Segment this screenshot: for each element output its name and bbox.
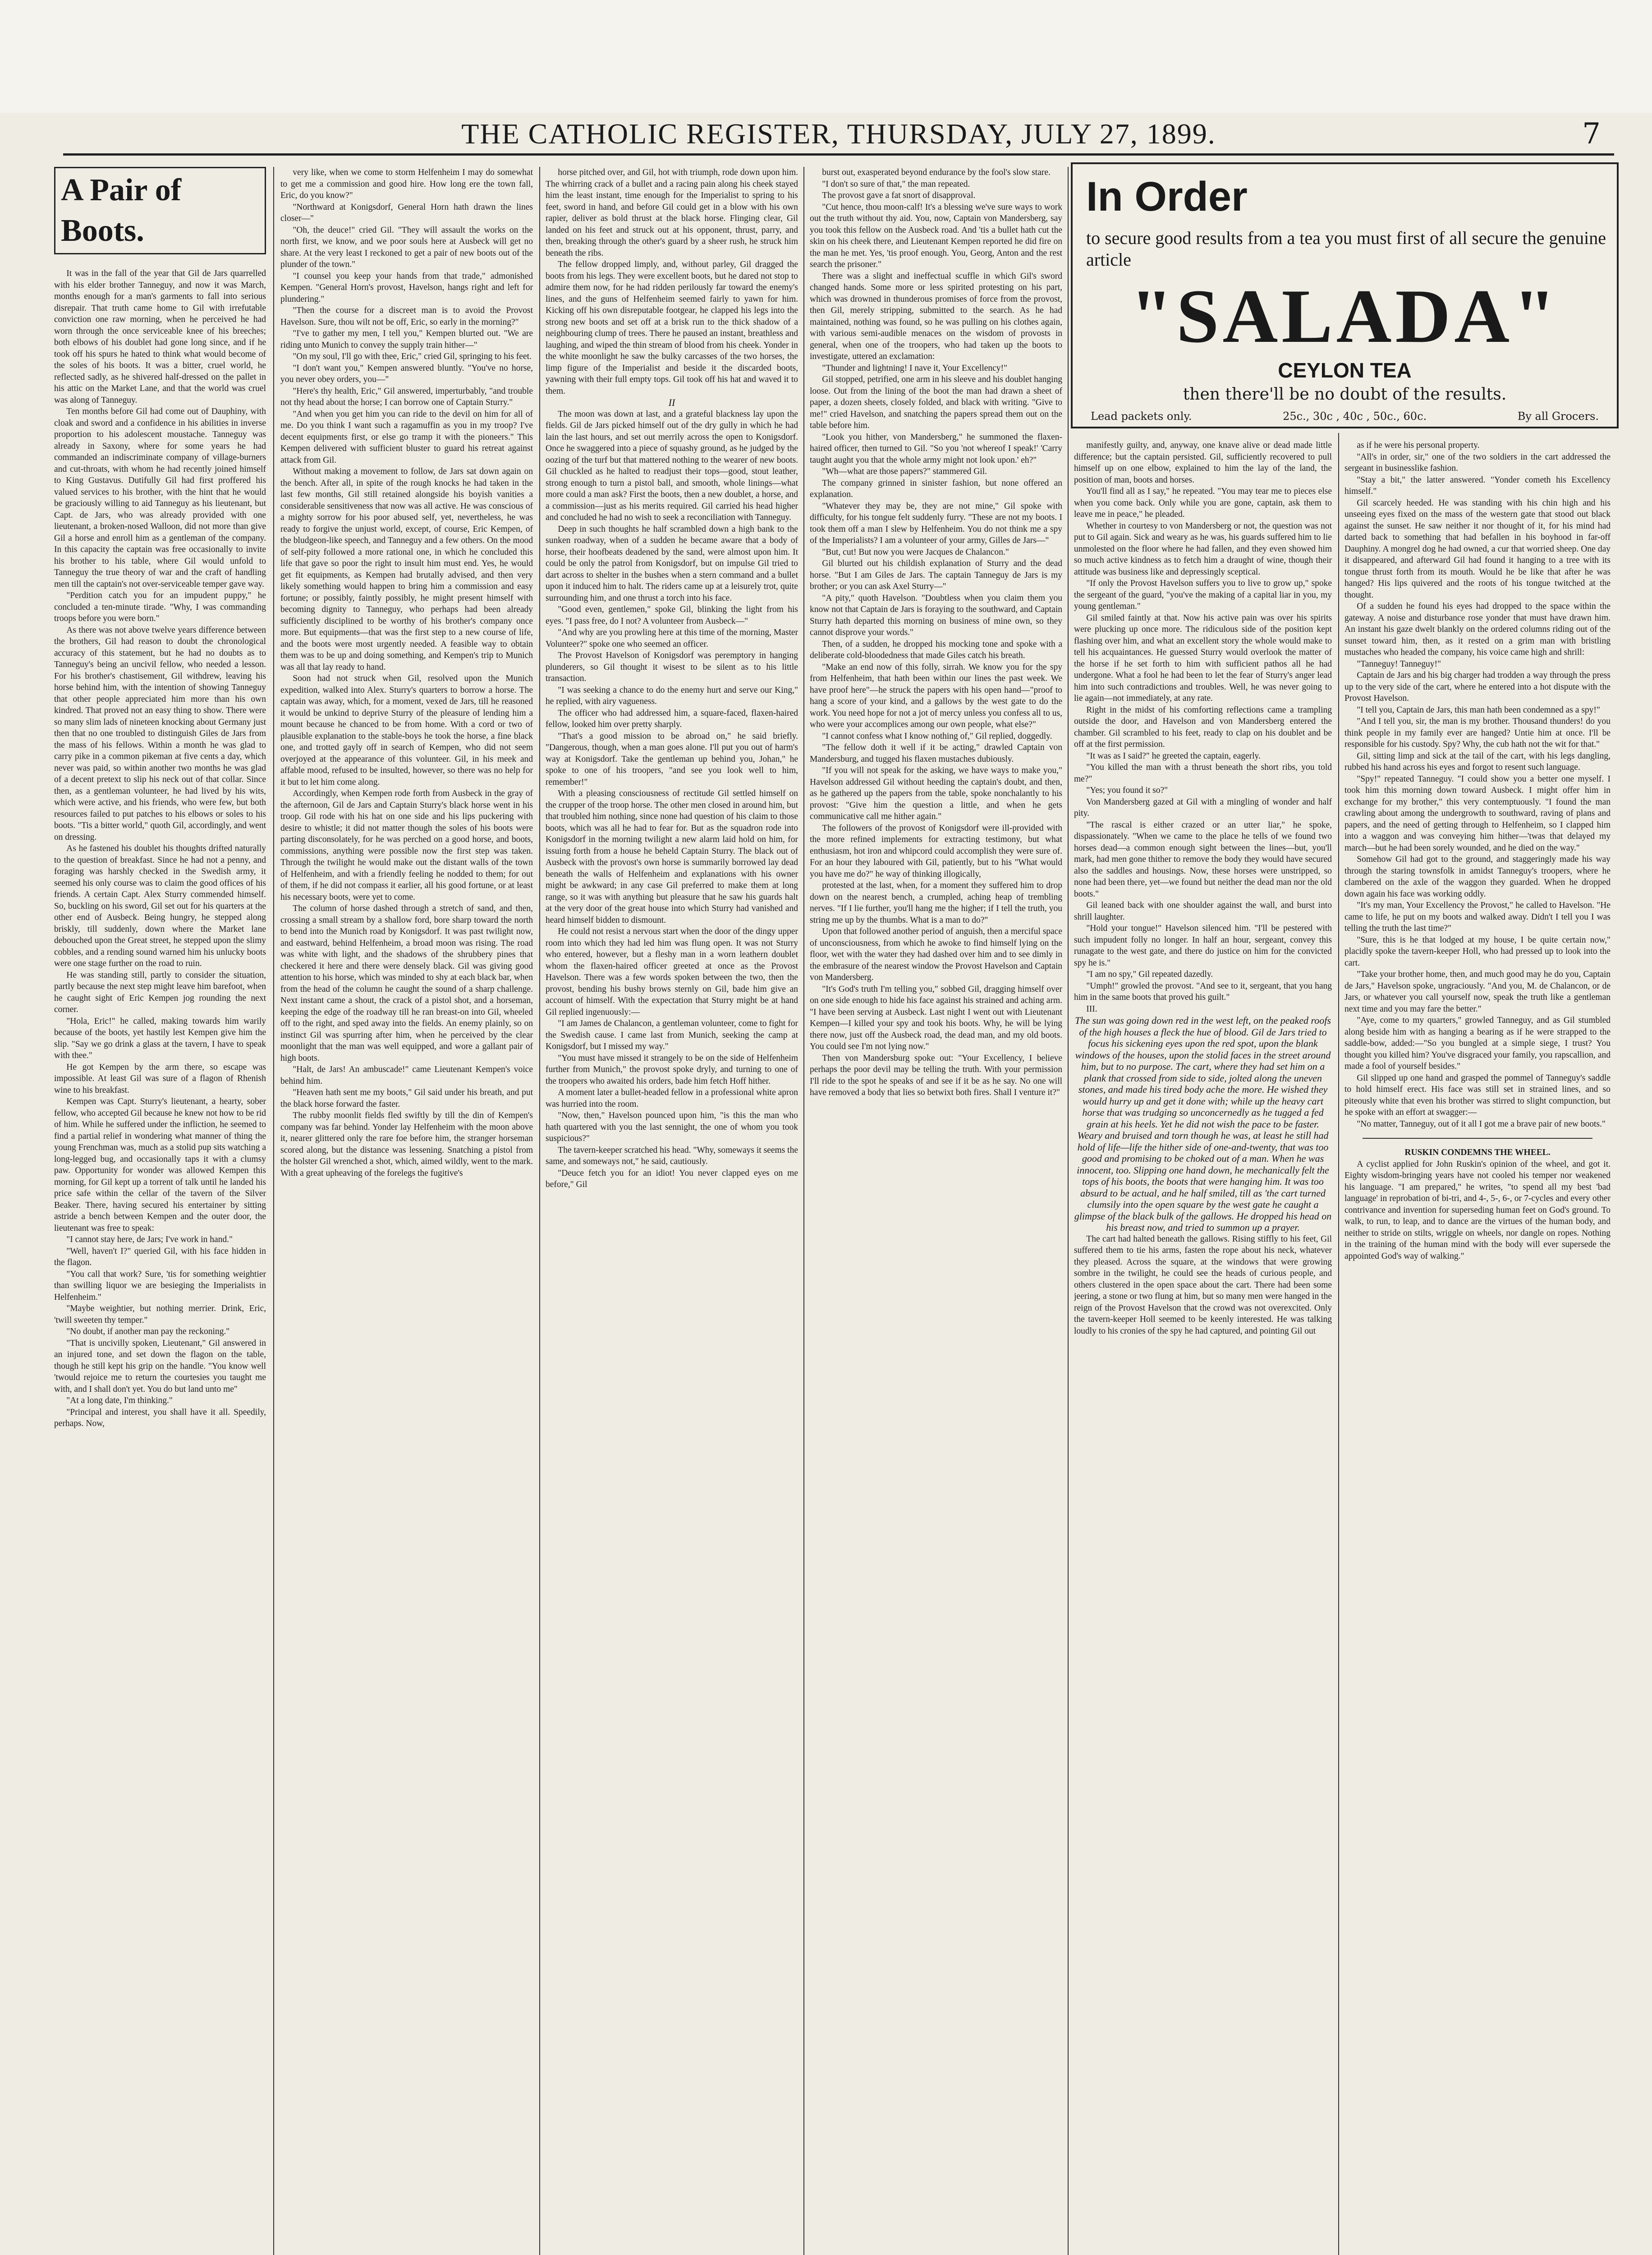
- paragraph: "That's a good mission to be abroad on," he said briefly. "Dangerous, though, when a man goes alone. I'll put you out of harm's way at Konigsdorf. Take the gentleman up behind you, Johan," he spoke to one of his troopers, "and see you look well to him, remember!": [546, 731, 798, 787]
- paragraph: manifestly guilty, and, anyway, one knave alive or dead made little difference; but the captain persisted. Gil, sufficiently recovered to pull himself up on one elbow, explained to him the lay of the land, the position of man, boots and horses.: [1074, 441, 1332, 485]
- paragraph: "Sure, this is he that lodged at my house, I be quite certain now," placidly spoke the tavern-keeper Holl, who had pressed up to look into the cart.: [1345, 935, 1611, 968]
- paragraph: Upon that followed another period of anguish, then a merciful space of unconsciousness, from which he awoke to find himself lying on the floor, wet with the water they had dashed over him and to see dimly in the embrasure of the nearest window the Provost Havelson and Captain von Mandersberg.: [810, 927, 1062, 982]
- paragraph: "I don't so sure of that," the man repeated.: [822, 179, 970, 189]
- paragraph: "You call that work? Sure, 'tis for something weightier than swilling liquor we are besieging the Imperialists in Helfenheim.": [54, 1269, 266, 1302]
- paragraph: "Aye, come to my quarters," growled Tanneguy, and as Gil stumbled along beside him with as hanging a bearing as if he were strapped to the saddle-bow, added:—"So you bungled at a simple siege, I trust? You thought you killed him? You've disgraced your family, you rapscallion, and made a fool of yourself besides.": [1345, 1016, 1611, 1071]
- paragraph: "I've to gather my men, I tell you," Kempen blurted out. "We are riding unto Munich to convey the supply train hither—": [280, 329, 533, 350]
- paragraph: as if he were his personal property.: [1357, 441, 1480, 450]
- paragraph: Kempen was Capt. Sturry's lieutenant, a hearty, sober fellow, who accepted Gil because he knew not how to be rid of him. While he suffered under the infliction, he seemed to find a partial relief in wondering what manner of thing the young Frenchman was, much as a stolid pup sits watching a long-legged bug, and occasionally taps it with a clumsy paw. Opportunity for wonder was allowed Kempen this morning, for Gil kept up a torrent of talk until he landed his price safe within the cellar of the tavern of the Silver Beaker. There, having secured his entertainer by sitting astride a bench between Kempen and the outer door, the lieutenant was free to speak:: [54, 1097, 266, 1233]
- paragraph: The followers of the provost of Konigsdorf were ill-provided with the more refined implements for extracting testimony, but what enthusiasm, hot iron and whipcord could accomplish they were sure of. For an hour they laboured with Gil, patiently, but to his "What would you have me do?" he way of thinking illogically,: [810, 823, 1062, 879]
- paragraph: You'll find all as I say," he repeated. "You may tear me to pieces else when you come back. Only while you are gone, captain, ask them to leave me in peace," he pleaded.: [1074, 487, 1332, 519]
- paragraph: "It was as I said?" he greeted the captain, eagerly.: [1086, 751, 1261, 761]
- section-number: II: [668, 397, 675, 408]
- paragraph: The Provost Havelson of Konigsdorf was peremptory in hanging plunderers, so Gil thought it wisest to be silent as to his little transaction.: [546, 651, 798, 683]
- paragraph: "But, cut! But now you were Jacques de Chalancon.": [822, 547, 1009, 557]
- paragraph: The column of horse dashed through a stretch of sand, and then, crossing a small stream by a shallow ford, bore sharp toward the north to bend into the Munich road by Konigsdorf. It was past twilight now, and eastward, behind Helfenheim, a broad moon was rising. The road was white with light, and the shadows of the shrubbery pines that checkered it here and there were densely black. Gil was giving good attention to his horse, which was minded to shy at each black bar, when from the head of the column he caught the sound of a sharp challenge. Next instant came a shout, the crack of a pistol shot, and a horseman, keeping the edge of the roadway till he ran breast-on into Gil, wheeled off to the right, and sped away into the fields. An enemy plainly, so on instinct Gil was spurring after him, when he perceived by the clear moonlight that the man was well equipped, and wore a gallant pair of high boots.: [280, 904, 533, 1063]
- paragraph: "Whatever they may be, they are not mine," Gil spoke with difficulty, for his tongue felt suddenly furry. "These are not my boots. I took them off a man I slew by Helfenheim. You do not think me a spy of the Imperialists? I am a volunteer of your army, Gilles de Jars—": [810, 501, 1062, 545]
- paragraph: He was standing still, partly to consider the situation, partly because the next step might leave him barefoot, when he caught sight of Eric Kempen jog rounding the next corner.: [54, 970, 266, 1014]
- page-number: 7: [1582, 117, 1601, 151]
- ad-prices: 25c., 30c , 40c , 50c., 60c.: [1283, 410, 1427, 423]
- ruskin-heading: RUSKIN CONDEMNS THE WHEEL.: [1404, 1148, 1551, 1157]
- paragraph: The moon was down at last, and a grateful blackness lay upon the fields. Gil de Jars picked himself out of the dry gully in which he had lain the last hours, and set out merrily across the open to Konigsdorf. Once he swaggered into a piece of squashy ground, as he judged by the oozing of the turf but that mattered nothing to the wearer of new boots. Gil chuckled as he halted to readjust their tops—good, stout leather, strong enough to turn a pistol ball, and smooth, whole linings—what more could a man ask? First the boots, then a new doublet, a horse, and a commission—just as his merits required. Gil carried his head higher and concluded he had no wish to seek a reconciliation with Tanneguy.: [546, 409, 798, 522]
- paragraph: Von Mandersberg gazed at Gil with a mingling of wonder and half pity.: [1074, 797, 1332, 818]
- paragraph: Gil scarcely heeded. He was standing with his chin high and his unseeing eyes fixed on the mass of the western gate that stood out black against the sunset. He saw neither it nor thought of it, for his mind had darted back to something that had befallen in his boyhood in far-off Dauphiny. A mongrel dog he had owned, a cur that worried sheep. One day it disappeared, and afterward Gil had found it hanging to a tree with its tongue thrust forth from its mouth. Would he be like that after he was hanged? His lips quivered and the roots of his tongue twitched at the thought.: [1345, 498, 1611, 600]
- paragraph: "I don't want you," Kempen answered bluntly. "You've no horse, you never obey orders, you—": [280, 363, 533, 384]
- paragraph: It was in the fall of the year that Gil de Jars quarrelled with his elder brother Tanneguy, and now it was March, months enough for a man's garments to fall into serious disrepair. That truth came home to Gil with irrefutable conviction one raw morning, when he perceived he had worn through the once serviceable knee of his breeches; both elbows of his doublet had gone long since, and if he took off his spurs he hated to think what would become of the soles of his boots. It was a bitter, cruel world, he reflected sadly, as he shivered half-dressed on the pallet in his attic on the Market Lane, and that the world was cruel was along of Tanneguy.: [54, 269, 266, 405]
- scan-margin: [0, 0, 1652, 113]
- paragraph: protested at the last, when, for a moment they suffered him to drop down on the nearest bench, a crumpled, aching heap of trembling nerves. "If I lie further, you'll hang me the higher; if I tell the truth, you string me up by the thumbs. What is a man to do?": [810, 881, 1062, 925]
- paragraph: As he fastened his doublet his thoughts drifted naturally to the question of breakfast. Since he had not a penny, and foraging was harshly checked in the Swedish army, it seemed his only course was to claim the good offices of his friends. A certain Capt. Alex Sturry commended himself. So, buckling on his sword, Gil set out for his quarters at the other end of Ausbeck. Being hungry, he stepped along briskly, till suddenly, down where the Market lane debouched upon the Great street, he stepped upon the slimy cobbles, and a rending sound warned him his unlucky boots were one stage further on the road to ruin.: [54, 844, 266, 968]
- paragraph: Without making a movement to follow, de Jars sat down again on the bench. After all, in spite of the rough knocks he had taken in the last few months, Gil still retained alongside his boyish vanities a considerable sensitiveness that now was all active. He was conscious of a mighty sorrow for his poor abused self, yet, nevertheless, he was ready to forgive the unjust world, except, of course, Eric Kempen, of the bludgeon-like speech, and Tanneguy and a few others. On the mood of self-pity followed a more rational one, in which he concluded this life that gave so poor the right to insult him must end. Yes, he would get fit equipments, as Kempen had brutally advised, and then very likely something would happen to bring him a commission and easy fortune; or possibly, faintly possibly, he might present himself with becoming dignity to Tanneguy, who perhaps had been already sufficiently disciplined to be worthy of his brother's company once more. But equipments—that was the first step to a new course of life, and the boots were most urgently needed. A feasible way to obtain them was to be up and doing something, and Kempen's trip to Munich was all that lay ready to hand.: [280, 467, 533, 672]
- paragraph: Captain de Jars and his big charger had trodden a way through the press up to the very side of the cart, where he entered into a hot dispute with the Provost Havelson.: [1345, 671, 1611, 703]
- paragraph: The rubby moonlit fields fled swiftly by till the din of Kempen's company was far behind. Yonder lay Helfenheim with the moon above it, nearer glittered only the rare foe before him, the stranger horseman scored along, but the distance was lessening. Snatching a pistol from the holster Gil wrenched a shot, which, aimed wildly, went to the mark. With a great upheaving of the forelegs the fugitive's: [280, 1111, 533, 1178]
- paragraph: Somehow Gil had got to the ground, and staggeringly made his way through the staring townsfolk in amidst Tanneguy's troopers, where he clambered on the axle of the waggon they guarded. When he dropped down again his face was working oddly.: [1345, 855, 1611, 899]
- paragraph: "The rascal is either crazed or an utter liar," he spoke, dispassionately. "When we came to the place he tells of we found two horses dead—a common enough sight between the lines—but, you'll mark, had men gone thither to remove the body they would have secured also the saddles and housings. Now, these horses were unstripped, so none had been there, yet—we found but neither the dead man nor the old boots.": [1074, 820, 1332, 899]
- paragraph: "Tanneguy! Tanneguy!": [1357, 659, 1441, 669]
- paragraph: Soon had not struck when Gil, resolved upon the Munich expedition, walked into Alex. Sturry's quarters to borrow a horse. The captain was away, which, for a moment, vexed de Jars, till he reasoned it would be unkind to deprive Sturry of the pleasure of lending him a mount because he chanced to be from home. With a cord or two of plausible explanation to the stable-boys he took the horse, a fine black one, and trotted gayly off in search of Kempen, who did not seem overjoyed at the appearance of this volunteer. Gil, in his meek and affable mood, refused to be insulted, however, so there was no help for it but to let him come along.: [280, 674, 533, 787]
- column-rule: [803, 167, 804, 2255]
- paragraph: very like, when we come to storm Helfenheim I may do somewhat to get me a commission and good hire. How long ere the town fall, Eric, do you know?": [280, 168, 533, 200]
- paragraph: "Oh, the deuce!" cried Gil. "They will assault the works on the north first, we know, and we poor souls here at Ausbeck will get no share. At the very least I reckoned to get a pair of new boots out of the plunder of the town.": [280, 225, 533, 269]
- paragraph: The officer who had addressed him, a square-faced, flaxen-haired fellow, looked him over pretty sharply.: [546, 708, 798, 729]
- column-rule: [1068, 167, 1069, 2255]
- paragraph: Gil leaned back with one shoulder against the wall, and burst into shrill laughter.: [1074, 901, 1332, 922]
- paragraph: III.: [1086, 1004, 1097, 1014]
- paragraph: "Hola, Eric!" he called, making towards him warily because of the boots, yet hastily lest Kempen give him the slip. "Say we go drink a glass at the tavern, I have to speak with thee.": [54, 1016, 266, 1060]
- ad-headline: In Order: [1086, 174, 1248, 220]
- ad-footer: [1091, 410, 1599, 423]
- paragraph: "Good even, gentlemen," spoke Gil, blinking the light from his eyes. "I pass free, do I not? A volunteer from Ausbeck—": [546, 605, 798, 626]
- paragraph: "Stay a bit," the latter answered. "Yonder cometh his Excellency himself.": [1345, 475, 1611, 496]
- ad-tagline: then there'll be no doubt of the results.: [1183, 385, 1507, 404]
- paragraph: "I am no spy," Gil repeated dazedly.: [1086, 970, 1213, 979]
- paragraph: "No matter, Tanneguy, out of it all I got me a brave pair of new boots.": [1357, 1119, 1606, 1129]
- paragraph: "Halt, de Jars! An ambuscade!" came Lieutenant Kempen's voice behind him.: [280, 1065, 533, 1086]
- paragraph: "Make an end now of this folly, sirrah. We know you for the spy from Helfenheim, that hath been within our lines the past week. We have proof here"—he struck the papers with his open hand—"proof to hang a score of your kind, and a gallows by the west gate to do the work. You need hope for not a jot of mercy unless you confess all to us, who were your accomplices among our own people, what else?": [810, 662, 1062, 729]
- paragraph: "Heaven hath sent me my boots," Gil said under his breath, and put the black horse forward the faster.: [280, 1088, 533, 1109]
- story-column-6: [1345, 440, 1611, 2255]
- paragraph: "Here's thy health, Eric," Gil answered, imperturbably, "and trouble not thy head about the horse; I can borrow one of Captain Sturry.": [280, 386, 533, 407]
- paragraph: "I cannot stay here, de Jars; I've work in hand.": [66, 1235, 233, 1244]
- paragraph: Gil smiled faintly at that. Now his active pain was over his spirits were plucking up once more. The ridiculous side of the position kept flashing over him, and what an excellent story the whole would make to tell his acquaintances. He guessed Sturry would overlook the matter of the horse if he set forth to him with sufficient pathos all he had undergone. What a fool he had been to let the fear of Sturry's anger lead him into such contradictions and troubles. Well, he was never going to lie again—not immediately, at any rate.: [1074, 613, 1332, 703]
- story-column-1: [54, 167, 266, 2255]
- paragraph: "I counsel you keep your hands from that trade," admonished Kempen. "General Horn's provost, Havelson, hangs right and left for plundering.": [280, 271, 533, 304]
- paragraph: "And I tell you, sir, the man is my brother. Thousand thunders! do you think people in my family ever are hanged? Untie him at once. I'll be responsible for his custody. Spy? Why, the cub hath not the wit for that.": [1345, 717, 1611, 749]
- paragraph: "Now, then," Havelson pounced upon him, "is this the man who hath quartered with you the last sennight, the one of whom you took suspicious?": [546, 1111, 798, 1143]
- paragraph: "Wh—what are those papers?" stammered Gil.: [822, 467, 987, 476]
- column-rule: [539, 167, 540, 2255]
- paragraph: Gil blurted out his childish explanation of Sturry and the dead horse. "But I am Giles de Jars. The captain Tanneguy de Jars is my brother; or you can ask Axel Sturry—": [810, 559, 1062, 591]
- paragraph: The fellow dropped limply, and, without parley, Gil dragged the boots from his legs. They were excellent boots, but he dared not stop to admire them now, for he had ridden perilously far toward the enemy's lines, and the guns of Helfenheim seemed fairly to yawn for him. Kicking off his own disreputable footgear, he clapped his legs into the strong new boots and set off at a brisk run to the thick shadow of a neighbouring clump of trees. There he paused an instant, breathless and laughing, and wiped the thin stream of blood from his cheek. Yonder in the white moonlight he saw the bulky carcasses of the two horses, the limp figure of the Imperialist and beside it the discarded boots, yawning with their full empty tops. Gil took off his hat and waved it to them.: [546, 260, 798, 396]
- ad-brand: "SALADA": [1130, 274, 1560, 359]
- paragraph: "Northward at Konigsdorf, General Horn hath drawn the lines closer—": [280, 202, 533, 223]
- paragraph: "Then the course for a discreet man is to avoid the Provost Havelson. Sure, thou wilt not be off, Eric, so early in the morning?": [280, 306, 533, 327]
- paragraph: "Yes; you found it so?": [1086, 786, 1168, 795]
- paragraph: "Perdition catch you for an impudent puppy," he concluded a ten-minute tirade. "Why, I was commanding troops before you were born.": [54, 591, 266, 623]
- story-column-5: [1074, 440, 1332, 2255]
- paragraph: Gil, sitting limp and sick at the tail of the cart, with his legs dangling, rubbed his hand across his eyes and forgot to resent such language.: [1345, 751, 1611, 772]
- paragraph: "At a long date, I'm thinking.": [66, 1396, 173, 1405]
- masthead: [63, 113, 1614, 156]
- paragraph: "If you will not speak for the asking, we have ways to make you," Havelson addressed Gil without heeding the captain's doubt, and then, as he gathered up the papers from the table, spoke nonchalantly to his provost: "Give him the question a little, and when he gets communicative call me hither again.": [810, 766, 1062, 821]
- paragraph: Ten months before Gil had come out of Dauphiny, with cloak and sword and a confidence in his abilities in inverse proportion to his adolescent moustache. Tanneguy was already in Saxony, where for some years he had commanded an indiscriminate company of village-burners and cut-throats, with whom he had recently joined himself to King Gustavus. Dutifully Gil had first proffered his valued services to his brother, with the hint that he would be graciously willing to aid Tanneguy as his lieutenant, but Capt. de Jars, who was already provided with one lieutenant, a broken-nosed Walloon, did not more than give Gil a horse and enroll him as a gentleman of the company. In this capacity the captain was free occasionally to invite his brother to his table, where Gil would unfold to Tanneguy the true theory of war and the craft of handling men till the captain's not over-serviceable temper gave way.: [54, 407, 266, 589]
- paragraph: "It's God's truth I'm telling you," sobbed Gil, dragging himself over on one side enough to hide his face against his strained and aching arm. "I have been serving at Ausbeck. Last night I went out with Lieutenant Kempen—I killed your spy and took his boots. Why, he will be lying there now, just off the Ausbeck road, the dead man, and my old boots. You could see I'm not lying now.": [810, 984, 1062, 1051]
- paragraph: A cyclist applied for John Ruskin's opinion of the wheel, and got it. Eighty wisdom-bringing years have not cooled his temper nor weakened his language. "I am prepared," he writes, "to spend all my best 'bad language' in reprobation of bi-tri, and 4-, 5-, 6-, or 7-cycles and every other contrivance and invention for superseding human feet on God's ground. To walk, to run, to leap, and to dance are the virtues of the human body, and neither to stride on stilts, wriggle on wheels, nor dangle on ropes. Nothing in the training of the human mind with the body will ever supersede the appointed God's way of walking.": [1345, 1159, 1611, 1261]
- paragraph: "Hold your tongue!" Havelson silenced him. "I'll be pestered with such impudent folly no longer. In half an hour, sergeant, convey this runagate to the west gate, and there do justice on him for the convicted spy he is.": [1074, 924, 1332, 968]
- paragraph: Then von Mandersburg spoke out: "Your Excellency, I believe perhaps the poor devil may be telling the truth. With your permission I'll ride to the spot he speaks of and see if it be as he say. No one will have removed a body that lies so betwixt both fires. Shall I venture it?": [810, 1053, 1062, 1097]
- paragraph: He got Kempen by the arm there, so escape was impossible. At least Gil was sure of a flagon of Rhenish wine to his breakfast.: [54, 1062, 266, 1095]
- paragraph: "That is uncivilly spoken, Lieutenant," Gil answered in an injured tone, and set down the flagon on the table, though he still kept his grip on the handle. "You know well 'twould rejoice me to return the courtesies you taught me with, and I shall don't yet. You do but land unto me": [54, 1338, 266, 1394]
- paragraph: Gil slipped up one hand and grasped the pommel of Tanneguy's saddle to hold himself erect. His face was still set in strained lines, and so piteously white that even his brother was stirred to slight compunction, but he spoke with an effort at swagger:—: [1345, 1073, 1611, 1117]
- paragraph: The cart had halted beneath the gallows. Rising stiffly to his feet, Gil suffered them to tie his arms, fasten the rope about his neck, whatever they pleased. Across the square, at the windows that were growing sombre in the twilight, he could see the heads of curious people, and others clustered in the open space about the cart. There had been some jeering, a stone or two flung at him, but so many men were hanged in the reign of the Provost Havelson that the crowd was not overexcited. Only the tavern-keeper Holl seemed to be keenly interested. He was talking loudly to his cronies of the spy he had captured, and pointing Gil out: [1074, 1234, 1332, 1336]
- story-column-4: [810, 167, 1062, 2255]
- paragraph: As there was not above twelve years difference between the brothers, Gil had reason to doubt the chronological accuracy of this statement, but he had no doubts as to Tanneguy's being an uncivil fellow, who needed a lesson. For his brother's chastisement, Gil withdrew, leaving his horse behind him, with the intention of showing Tanneguy that other people appreciated him more than his own kindred. That proved not an easy thing to show. There were so many slim lads of nineteen knocking about Germany just then that no one troubled to distinguish Giles de Jars from the mass of his fellows. Within a month he was glad to carry pike in a common pikeman at five cents a day, which never was paid, so within another two months he was glad of a decent pretext to slip his neck out of that collar. Since then, as a gentleman volunteer, he had lived by his wits, which were active, and his friends, who were few, but both resources failed to put patches to his elbows or soles to his boots. "Tis a bitter world," quoth Gil, accordingly, and went on dressing.: [54, 625, 266, 842]
- paragraph: Deep in such thoughts he half scrambled down a high bank to the sunken roadway, when of a sudden he became aware that a body of horse, their hoofbeats deadened by the sand, were almost upon him. It could be only the patrol from Konigsdorf, but on impulse Gil tried to dart across to shelter in the bushes when a stern command and a bullet upon it induced him to halt. The riders came up at a leisurely trot, quite surrounding him, and one thrust a torch into his face.: [546, 524, 798, 603]
- paragraph: "I am James de Chalancon, a gentleman volunteer, come to fight for the Swedish cause. I came last from Munich, seeking the camp at Konigsdorf, but I missed my way.": [546, 1019, 798, 1051]
- paragraph: Whether in courtesy to von Mandersberg or not, the question was not put to Gil again. Sick and weary as he was, his guards suffered him to lie unmolested on the floor where he had fallen, and they even showed him so much active kindness as to fetch him a draught of wine, though their attitude was business like and depressingly sceptical.: [1074, 521, 1332, 577]
- paragraph: "Well, haven't I?" queried Gil, with his face hidden in the flagon.: [54, 1246, 266, 1267]
- paragraph: He could not resist a nervous start when the door of the dingy upper room into which they had led him was flung open. It was not Sturry who entered, however, but a fleshy man in a worn leathern doublet whom the flaxen-haired officer greeted at once as the Provost Havelson. There was a few words spoken between the two, then the provost, bending his bushy brows sternly on Gil, bade him give an account of himself. With the expectation that Sturry might be at hand Gil replied ingenuously:—: [546, 927, 798, 1017]
- paragraph: burst out, exasperated beyond endurance by the fool's slow stare.: [822, 168, 1051, 177]
- paragraph: "A pity," quoth Havelson. "Doubtless when you claim them you know not that Captain de Jars is foraying to the southward, and Captain Sturry hath departed this morning on business of mine own, so they cannot disprove your words.": [810, 593, 1062, 637]
- section-number: The sun was going down red in the west left, on the peaked roofs of the high houses a fleck the hue of blood. Gil de Jars tried to focus his sickening eyes upon the red spot, upon the blank windows of the houses, upon the stolid faces in the street around him, but to no purpose. The cart, where they had set him on a plank that crossed from side to side, jolted along the uneven stones, and made his tired body ache the more. He wished they would hurry up and get it done with; while up the heavy cart horse that was trudging so unconcernedly as he tugged a fed grain at his heels. Yet he did not wish the pace to be faster. Weary and bruised and torn though he was, at least he still had hold of life—life the hither side of one-and-twenty, that was too good and promising to be choked out of a man. When he was innocent, too. Slipping one hand down, he mechanically felt the tops of his boots, the boots that were hanging him. It was too absurd to be actual, and he half smiled, till as 'the cart turned clumsily into the open square by the west gate he caught a glimpse of the black bulk of the gallows. He dropped his head on his breast now, and tried to summon up a prayer.: [1074, 1015, 1332, 1233]
- column-rule: [1338, 433, 1339, 2255]
- paragraph: "And when you get him you can ride to the devil on him for all of me. Do you think I want such a ragamuffin as you in my troop? I've decent equipments first, or else go tramp it with the pioneers." This Kempen delivered with sufficient bluster to guard his retreat against attack from Gil.: [280, 409, 533, 465]
- paragraph: "I tell you, Captain de Jars, this man hath been condemned as a spy!": [1357, 705, 1600, 715]
- ad-sold-by: By all Grocers.: [1517, 410, 1599, 423]
- paragraph: "And why are you prowling here at this time of the morning, Master Volunteer?" spoke one who seemed an officer.: [546, 628, 798, 649]
- paragraph: Right in the midst of his comforting reflections came a trampling outside the door, and Havelson and von Mandersberg entered the chamber. Gil scrambled to his feet, ready to clap on his doublet and be off at the first permission.: [1074, 705, 1332, 749]
- paragraph: "Deuce fetch you for an idiot! You never clapped eyes on me before," Gil: [546, 1168, 798, 1189]
- story-title: A Pair of Boots.: [54, 167, 266, 254]
- paragraph: horse pitched over, and Gil, hot with triumph, rode down upon him. The whirring crack of a bullet and a racing pain along his cheek stayed him the least instant, time enough for the Imperialist to spring to his feet, sword in hand, and before Gil could get in a blow with his own rapier, deliver as bold thrust at the black horse. Flinging clear, Gil landed on his feet and struck out at his opponent, thrust, parry, and then, breaking through the other's guard by a sheer rush, he struck him beneath the ribs.: [546, 168, 798, 258]
- paragraph: The provost gave a fat snort of disapproval.: [822, 191, 976, 200]
- paragraph: "The fellow doth it well if it be acting," drawled Captain von Mandersburg, and tugged his flaxen mustaches dubiously.: [810, 743, 1062, 764]
- paragraph: "Take your brother home, then, and much good may he do you, Captain de Jars," Havelson spoke, ungraciously. "And you, M. de Chalancon, or de Jars, or whatever you call yourself now, speak the truth like a gentleman next time and you may fare the better.": [1345, 970, 1611, 1014]
- paragraph: Of a sudden he found his eyes had dropped to the space within the gateway. A noise and disturbance rose yonder that must have drawn him. An instant his gaze dwelt blankly on the ordered columns riding out of the sunset toward him, then, as it rested on a grim man with bristling mustaches who headed the company, his voice came high and shrill:: [1345, 602, 1611, 657]
- paragraph: "Maybe weightier, but nothing merrier. Drink, Eric, 'twill sweeten thy temper.": [54, 1304, 266, 1325]
- paragraph: "Spy!" repeated Tanneguy. "I could show you a better one myself. I took him this morning down toward Ausbeck. I might offer him in exchange for my brother," this very contemptuously. "I found the man crawling about among the undergrowth to southward, raving of plans and papers, and the need of getting through to Helfenheim, so I clapped him into a waggon and was conveying him hither—'twas that delayed my march—but he had been sorely wounded, and he died on the way.": [1345, 774, 1611, 853]
- paragraph: The tavern-keeper scratched his head. "Why, someways it seems the same, and someways not," he said, cautiously.: [546, 1145, 798, 1166]
- paragraph: "Principal and interest, you shall have it all. Speedily, perhaps. Now,: [54, 1407, 266, 1428]
- story-column-3: [546, 167, 798, 2255]
- masthead-title: THE CATHOLIC REGISTER, THURSDAY, JULY 27, 1899.: [461, 118, 1216, 150]
- divider: [1363, 1138, 1592, 1139]
- ad-sub-brand: CEYLON TEA: [1278, 359, 1412, 382]
- paragraph: "On my soul, I'll go with thee, Eric," cried Gil, springing to his feet.: [293, 352, 532, 361]
- paragraph: "You killed the man with a thrust beneath the short ribs, you told me?": [1074, 763, 1332, 784]
- paragraph: "Look you hither, von Mandersberg," he summoned the flaxen-haired officer, then turned to Gil. "So you 'not whereof I speak!' 'Carry taught aught you that the whole army might not look upon.' eh?": [810, 432, 1062, 465]
- paragraph: Then, of a sudden, he dropped his mocking tone and spoke with a deliberate cold-bloodedness that made Giles catch his breath.: [810, 639, 1062, 660]
- ad-body: to secure good results from a tea you must first of all secure the genuine article: [1086, 228, 1606, 270]
- paragraph: A moment later a bullet-headed fellow in a professional white apron was hurried into the room.: [546, 1088, 798, 1109]
- paragraph: "Cut hence, thou moon-calf! It's a blessing we've sure ways to work out the truth without thy aid. You, now, Captain von Mandersberg, say you took this fellow on the Ausbeck road. And 'tis a bullet hath cut the skin on his cheek there, and Lieutenant Kempen reported he did fire on the man he met. Yes, 'tis proof enough. You, Georg, Anton and the rest search the prisoner.": [810, 202, 1062, 269]
- paragraph: "No doubt, if another man pay the reckoning.": [66, 1327, 230, 1336]
- paragraph: "All's in order, sir," one of the two soldiers in the cart addressed the sergeant in businesslike fashion.: [1345, 452, 1611, 473]
- salada-advertisement: [1071, 162, 1619, 428]
- paragraph: "It's my man, Your Excellency the Provost," he called to Havelson. "He came to life, he put on my boots and walked away. Didn't I tell you I was telling the truth the last time?": [1345, 901, 1611, 933]
- ad-packets: Lead packets only.: [1091, 410, 1192, 423]
- paragraph: "I was seeking a chance to do the enemy hurt and serve our King," he replied, with airy vagueness.: [546, 685, 798, 706]
- paragraph: "Umph!" growled the provost. "And see to it, sergeant, that you hang him in the same boots that proved his guilt.": [1074, 981, 1332, 1002]
- paragraph: Gil stopped, petrified, one arm in his sleeve and his doublet hanging loose. Out from the lining of the boot the man had drawn a sheet of paper, a dozen sheets, closely folded, and black with writing. "Give to me!" cried Havelson, and snatching the papers spread them out on the table before him.: [810, 375, 1062, 430]
- paragraph: "You must have missed it strangely to be on the side of Helfenheim further from Munich," the provost spoke dryly, and turning to one of the troopers who awaited his orders, bade him fetch Hoff hither.: [546, 1053, 798, 1086]
- paragraph: "I cannot confess what I know nothing of," Gil replied, doggedly.: [822, 731, 1052, 741]
- paragraph: The company grinned in sinister fashion, but none offered an explanation.: [810, 478, 1062, 499]
- paragraph: Accordingly, when Kempen rode forth from Ausbeck in the gray of the afternoon, Gil de Jars and Captain Sturry's black horse went in his troop. Gil rode with his hat on one side and his lips puckering with desire to whistle; it did not matter though the soles of his boots were parting disconsolately, for he was perched on a good horse, and boots, commissions, anything were possible now the first step was taken. Through the twilight he would make out the distant walls of the town of Helfenheim, and with a friendly feeling he nodded to them; for out of them, if he did not compass it earlier, all his good fortune, or at least his necessary boots, were yet to come.: [280, 789, 533, 902]
- story-column-2: [280, 167, 533, 2255]
- paragraph: "Thunder and lightning! I nave it, Your Excellency!": [822, 363, 1007, 373]
- column-rule: [273, 167, 274, 2255]
- paragraph: "If only the Provost Havelson suffers you to live to grow up," spoke the sergeant of the guard, "you've the making of a capital liar in you, my young gentleman.": [1074, 579, 1332, 611]
- paragraph: With a pleasing consciousness of rectitude Gil settled himself on the crupper of the troop horse. The other men closed in around him, but that troubled him nothing, since none had question of his claim to those boots, which was all he had to fear for. But as the squadron rode into Konigsdorf in the morning twilight a new alarm laid hold on him, for issuing forth from a house he beheld Captain Sturry. The black out of Ausbeck with the provost's own horse is summarily borrowed lay dead beneath the walls of Helfenheim and explanations with his owner might be awkward; in any case Gil preferred to make them at long range, so it was with anything but pleasure that he saw his guards halt at the very door of the great house into which Sturry had vanished and heard himself bidden to dismount.: [546, 789, 798, 925]
- paragraph: There was a slight and ineffectual scuffle in which Gil's sword changed hands. Some more or less spirited protesting on his part, which was drowned in thunderous promises of force from the provost, then Gil, merely stripping, submitted to the search. As he had maintained, nothing was found, so he was pulling on his clothes again, with various semi-audible menaces on the wisdom of provosts in general, when one of the troopers, who had taken up the boots to investigate, uttered an exclamation:: [810, 271, 1062, 361]
